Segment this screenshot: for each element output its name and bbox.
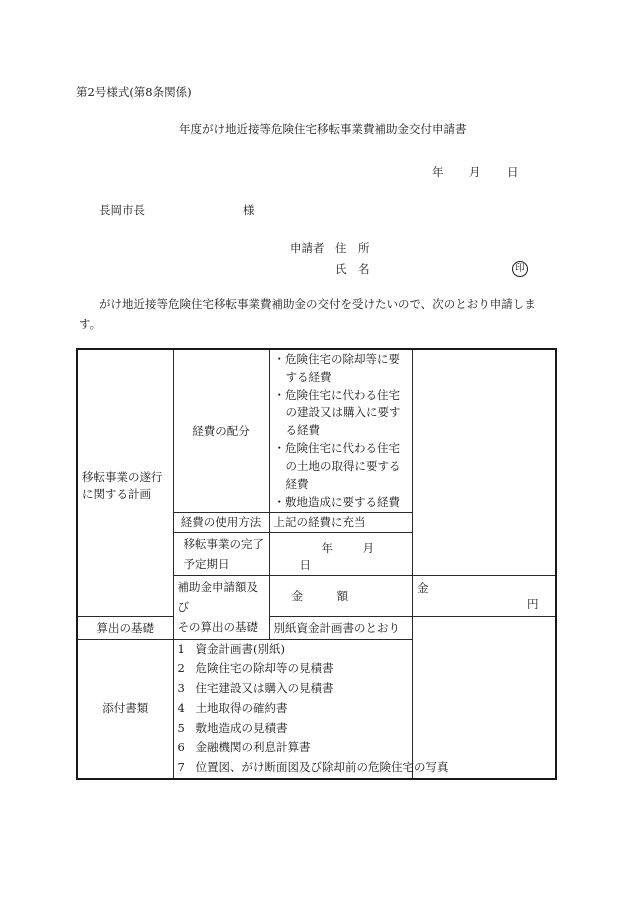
plan-header bbox=[77, 349, 173, 617]
amount-prefix: 金 bbox=[417, 580, 429, 595]
date-year: 年 bbox=[432, 165, 444, 179]
attachments-row bbox=[77, 639, 556, 779]
completion-label bbox=[173, 532, 269, 575]
completion-label-line-2: 予定期日 bbox=[183, 557, 230, 572]
attachment-num: 1 bbox=[177, 641, 185, 656]
attachment-num: 2 bbox=[177, 661, 185, 676]
attachment-text: 資金計画書(別紙) bbox=[195, 641, 285, 656]
attachment-item bbox=[178, 640, 409, 660]
attachment-text: 敷地造成の見積書 bbox=[195, 720, 288, 735]
expense-item: ・敷地造成に要する経費 bbox=[273, 494, 400, 509]
attachment-item bbox=[178, 699, 409, 719]
attachment-text: 危険住宅の除却等の見積書 bbox=[195, 661, 334, 676]
basis-value: 別紙資金計画書のとおり bbox=[269, 617, 413, 639]
plan-header-line-2: に関する計画 bbox=[82, 486, 151, 501]
form-number: 第2号様式(第8条関係) bbox=[76, 85, 192, 99]
addressee-name: 長岡市長 bbox=[99, 203, 145, 217]
attachment-item bbox=[178, 659, 409, 679]
expense-items bbox=[269, 349, 413, 513]
attachment-text: 土地取得の確約書 bbox=[195, 700, 288, 715]
attachment-item bbox=[178, 719, 409, 739]
completion-label-line-1: 移転事業の完了 bbox=[183, 536, 264, 551]
usage-value: 上記の経費に充当 bbox=[269, 513, 413, 533]
basis-row bbox=[77, 617, 556, 639]
amount-label-2: 額 bbox=[336, 588, 349, 603]
subsidy-header-line-2: その算出の基礎 bbox=[177, 620, 258, 635]
date-month: 月 bbox=[469, 165, 481, 179]
attachment-num: 5 bbox=[177, 720, 185, 735]
subsidy-header bbox=[173, 576, 269, 639]
body-text-line-1: がけ地近接等危険住宅移転事業費補助金の交付を受けたいので、次のとおり申請しま bbox=[99, 297, 536, 311]
attachment-num: 6 bbox=[177, 740, 185, 755]
attachment-item bbox=[178, 679, 409, 699]
seal-mark: 印 bbox=[512, 261, 528, 277]
usage-label: 経費の使用方法 bbox=[173, 513, 269, 533]
expense-item: ・危険住宅に代わる住宅の土地の取得に要する経費 bbox=[273, 441, 401, 491]
plan-header-line-1: 移転事業の遂行 bbox=[82, 470, 163, 484]
completion-date bbox=[269, 532, 413, 575]
attachment-item bbox=[178, 738, 409, 758]
amount-unit: 円 bbox=[527, 597, 539, 612]
expense-allocation-row bbox=[77, 349, 556, 513]
attachment-num: 7 bbox=[177, 760, 185, 775]
amount-label-1: 金 bbox=[291, 588, 303, 603]
attachments-list bbox=[173, 639, 449, 779]
completion-day: 日 bbox=[299, 557, 311, 572]
amount-value bbox=[413, 576, 557, 617]
completion-month: 月 bbox=[362, 540, 375, 555]
attachment-text: 住宅建設又は購入の見積書 bbox=[195, 681, 334, 696]
attachment-text: 金融機関の利息計算書 bbox=[195, 740, 311, 755]
applicant-label: 申請者 bbox=[290, 241, 325, 255]
application-table bbox=[76, 348, 557, 780]
expense-alloc-label: 経費の配分 bbox=[173, 349, 269, 513]
body-text-line-2: す。 bbox=[79, 317, 102, 331]
attachment-item bbox=[177, 758, 449, 778]
basis-label: 算出の基礎 bbox=[77, 617, 173, 639]
expense-item: ・危険住宅に代わる住宅の建設又は購入に要する経費 bbox=[273, 387, 401, 438]
expense-item: ・危険住宅の除却等に要する経費 bbox=[273, 352, 400, 384]
date-day: 日 bbox=[507, 165, 519, 179]
attachments-header: 添付書類 bbox=[77, 639, 173, 779]
addressee-honorific: 様 bbox=[243, 203, 255, 217]
attachment-text: 位置図、がけ断面図及び除却前の危険住宅の写真 bbox=[195, 760, 449, 775]
completion-year: 年 bbox=[321, 540, 333, 555]
document-title: 年度がけ地近接等危険住宅移転事業費補助金交付申請書 bbox=[179, 122, 467, 136]
applicant-address-label: 住 所 bbox=[335, 241, 370, 255]
subsidy-header-line-1: 補助金申請額及び bbox=[177, 580, 258, 615]
attachment-num: 4 bbox=[177, 700, 185, 715]
amount-label bbox=[269, 576, 413, 617]
attachment-num: 3 bbox=[177, 681, 185, 696]
applicant-name-label: 氏 名 bbox=[335, 262, 370, 276]
